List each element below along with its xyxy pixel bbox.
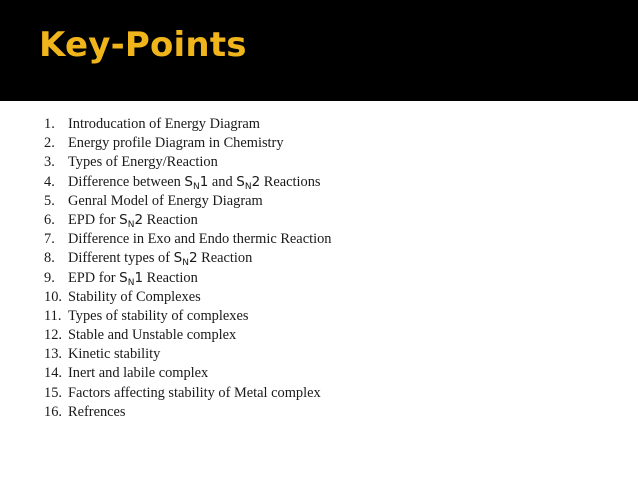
list-item-text: Difference between [68,173,185,190]
list-item-text: Stability of Complexes [68,288,201,305]
sn-reaction-symbol: $S_N1$ [119,269,144,288]
list-item-text: Introducation of Energy Diagram [68,116,260,132]
list-item [44,115,331,134]
list-item-number: 5. [44,192,55,209]
list-item-text: Reaction [143,269,198,286]
sn-reaction-symbol: $S_N2$ [173,250,198,269]
list-item-number: 1. [44,116,55,132]
list-item-number: 7. [44,231,55,248]
list-item [44,288,331,307]
sn-reaction-symbol: $S_N2$ [119,211,144,230]
slide-title: Key-Points [39,25,247,65]
list-item-text: Reactions [260,173,321,190]
list-item [44,384,331,403]
list-item-number: 3. [44,154,55,171]
list-item-text: Genral Model of Energy Diagram [68,192,263,209]
list-item [44,345,331,364]
list-item [44,403,331,422]
list-item-text: and [208,173,237,190]
list-item-number: 4. [44,173,55,190]
list-item-text: Kinetic stability [68,346,161,363]
title-bar [0,0,638,101]
list-item-text: Inert and labile complex [68,365,209,382]
list-item-number: 13. [44,346,62,363]
list-item [44,153,331,172]
list-item [44,364,331,383]
list-item [44,249,331,268]
list-item-text: Types of stability of complexes [68,307,249,324]
list-item-text: Difference in Exo and Endo thermic Reaction [68,231,332,248]
sn-reaction-symbol: $S_N1$ [184,173,209,192]
list-item [44,134,331,153]
sn-reaction-order: 2 [251,173,261,190]
sn-reaction-order: 2 [188,250,198,267]
list-item-number: 6. [44,211,55,228]
list-item-text: Reaction [197,250,253,267]
list-item-text: Energy profile Diagram in Chemistry [68,135,284,152]
sn-reaction-symbol: $S_N2$ [236,173,261,192]
list-item-text: Stable and Unstable complex [68,327,237,344]
key-points-list [44,115,331,422]
sn-reaction-order: 2 [134,211,144,228]
sn-reaction-order: 1 [134,269,144,286]
list-item-number: 2. [44,135,55,152]
list-item [44,307,331,326]
list-item-number: 12. [44,327,62,344]
list-item [44,211,331,230]
list-item [44,230,331,249]
list-item-text: EPD for [68,211,120,228]
list-item [44,269,331,288]
list-item [44,192,331,211]
list-item [44,326,331,345]
list-item [44,173,331,192]
sn-reaction-order: 1 [199,173,209,190]
list-item-text: Types of Energy/Reaction [68,154,218,171]
list-item-text: Different types of [68,250,174,267]
list-item-text: Reaction [143,211,198,228]
list-item-number: 9. [44,269,55,286]
list-item-number: 14. [44,365,62,382]
list-item-number: 16. [44,403,62,420]
list-item-text: Factors affecting stability of Metal complex [68,384,321,401]
list-item-number: 8. [44,250,55,267]
list-item-number: 11. [44,307,62,324]
list-item-text: EPD for [68,269,120,286]
list-item-number: 10. [44,288,62,305]
list-item-number: 15. [44,384,62,401]
list-item-text: Refrences [68,403,126,420]
